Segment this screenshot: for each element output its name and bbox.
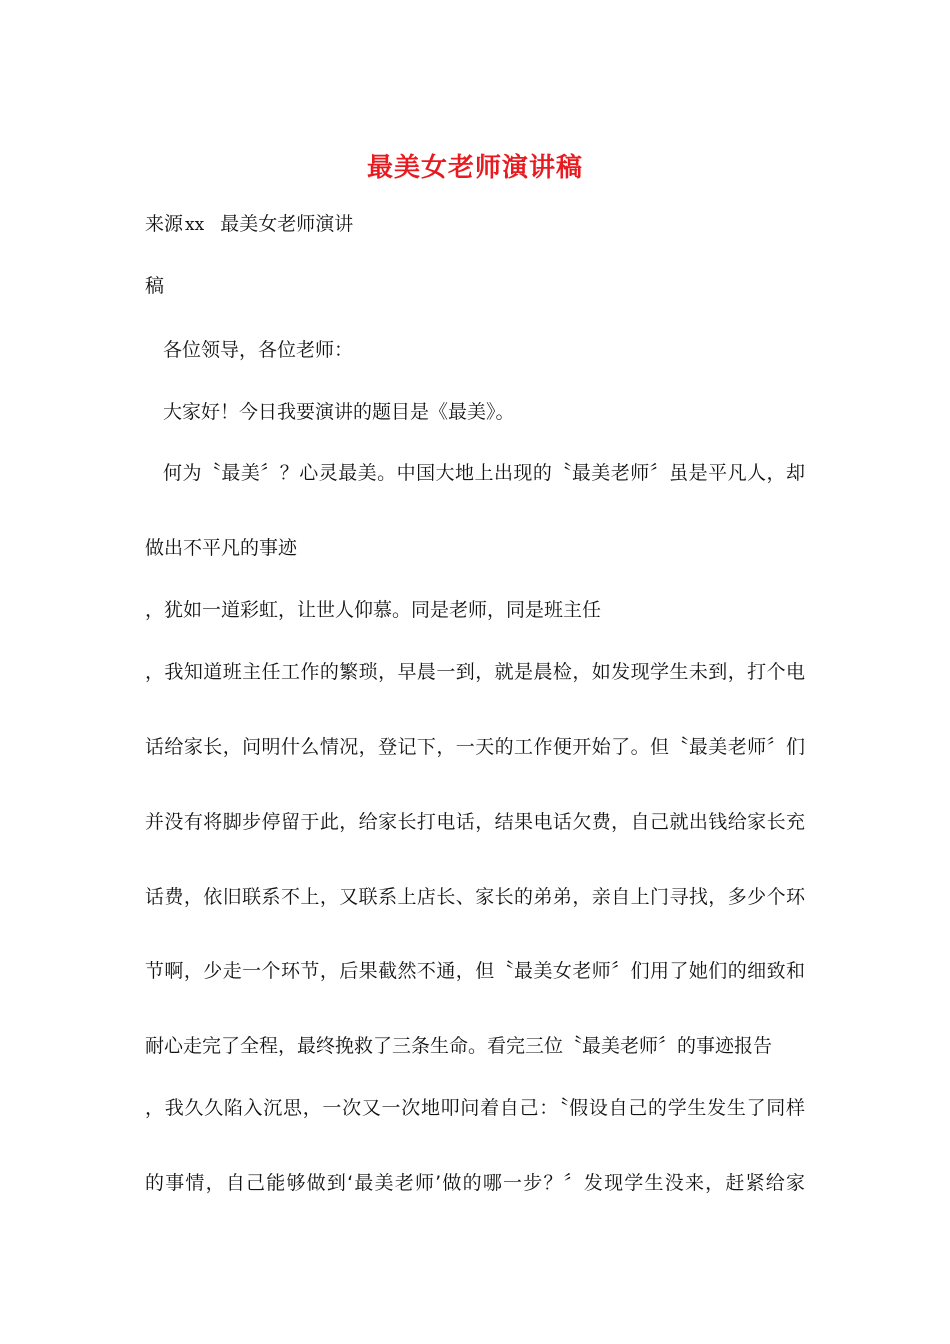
paragraph-line: 稿 [145,275,165,297]
paragraph-line: 的事情，自己能够做到‘最美老师’做的哪一步？〞发现学生没来，赶紧给家 [145,1172,805,1194]
paragraph-line: 话给家长，问明什么情况，登记下，一天的工作便开始了。但〝最美老师〞们 [145,736,805,758]
paragraph-line: 何为〝最美〞？心灵最美。中国大地上出现的〝最美老师〞虽是平凡人，却 [163,462,805,484]
paragraph-line: 话费，依旧联系不上，又联系上店长、家长的弟弟，亲自上门寻找，多少个环 [145,886,805,908]
paragraph-line: 做出不平凡的事迹 [145,537,298,559]
source-prefix: 来源 [145,213,184,235]
source-mark: xx [185,215,205,235]
greeting-line: 各位领导，各位老师： [163,339,354,361]
paragraph-line: 并没有将脚步停留于此，给家长打电话，结果电话欠费，自己就出钱给家长充 [145,811,805,833]
source-heading: 最美女老师演讲 [220,213,354,235]
paragraph-line: 耐心走完了全程，最终挽救了三条生命。看完三位〝最美老师〞的事迹报告 [145,1035,773,1057]
paragraph-line: ，我知道班主任工作的繁琐，早晨一到，就是晨检，如发现学生未到，打个电 [145,661,805,683]
paragraph-line: ，犹如一道彩虹，让世人仰慕。同是老师，同是班主任 [145,599,602,621]
paragraph-line: 节啊，少走一个环节，后果截然不通，但〝最美女老师〞们用了她们的细致和 [145,960,805,982]
paragraph-line: ，我久久陷入沉思，一次又一次地叩问着自己：〝假设自己的学生发生了同样 [145,1097,805,1119]
paragraph-line: 大家好！今日我要演讲的题目是《最美》。 [163,401,515,423]
document-title: 最美女老师演讲稿 [366,153,583,183]
source-line [145,211,805,238]
